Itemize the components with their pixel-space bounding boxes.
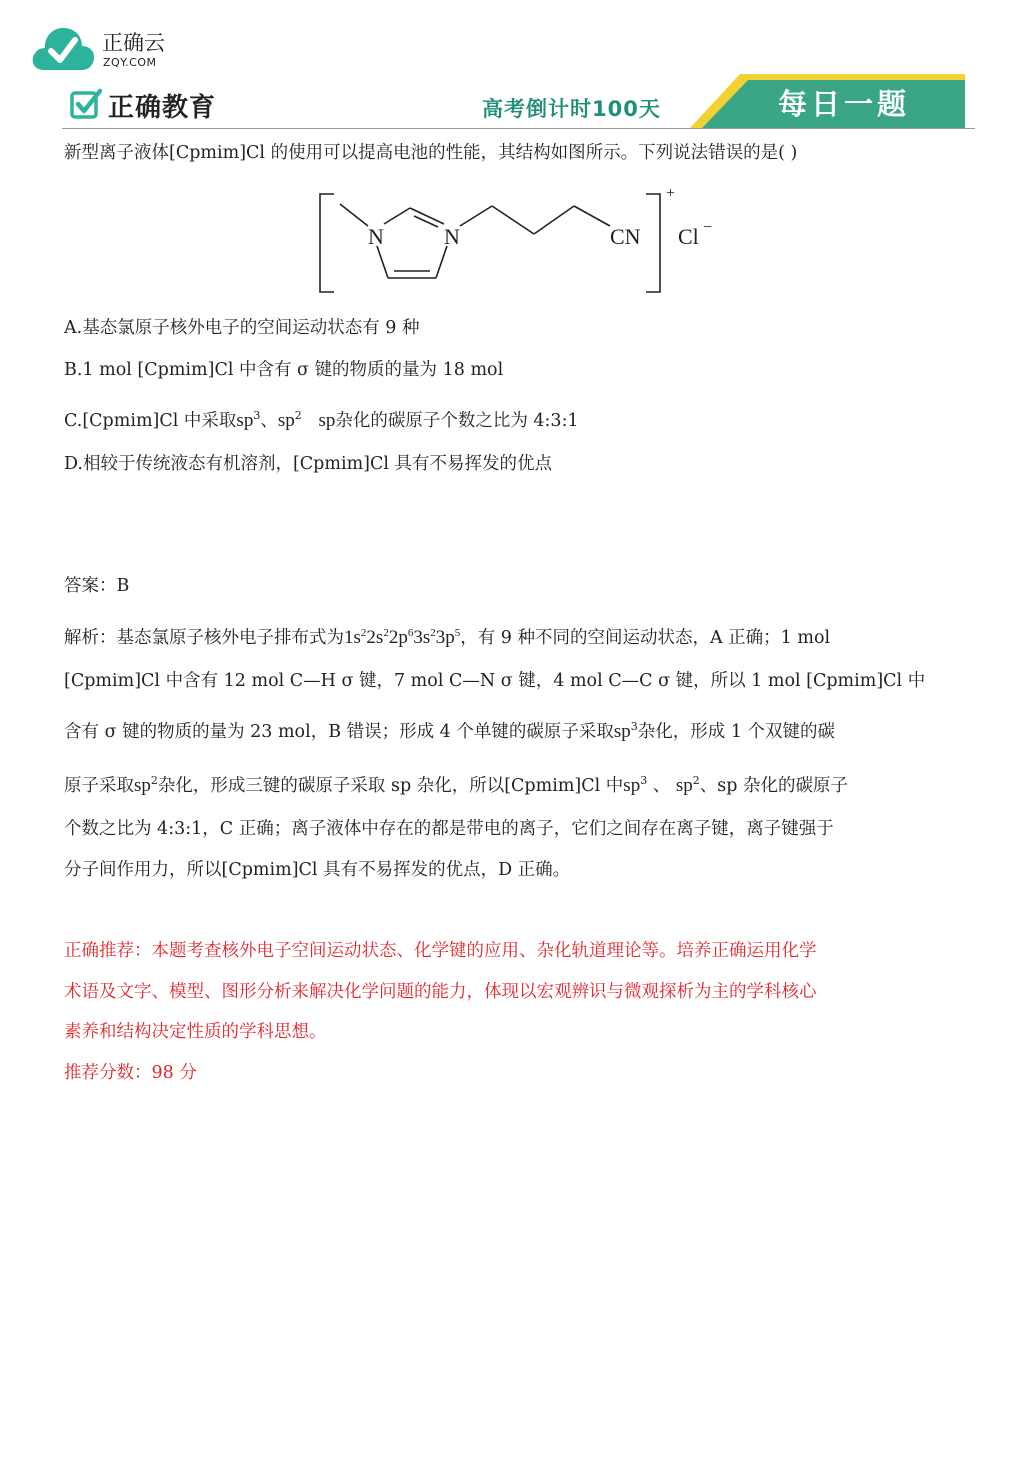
cloud-check-logo-icon — [30, 22, 96, 72]
recommend-score: 推荐分数：98 分 — [64, 1063, 197, 1083]
analysis-line-3: 含有 σ 键的物质的量为 23 mol，B 错误；形成 4 个单键的碳原子采取$sp^3$杂化，形成 1 个双键的碳 — [64, 720, 836, 742]
option-b: B.1 mol [Cpmim]Cl 中含有 σ 键的物质的量为 18 mol — [64, 360, 504, 380]
brand-name-en: ZQY.COM — [103, 56, 157, 69]
option-d: D.相较于传统液态有机溶剂，[Cpmim]Cl 具有不易挥发的优点 — [64, 454, 553, 474]
electron-config: $1s^22s^22p^63s^23p^5$ — [344, 627, 461, 648]
answer-label: 答案：B — [64, 576, 130, 596]
anion-cl: Cl — [678, 224, 699, 249]
recommend-line-2: 术语及文字、模型、图形分析来解决化学问题的能力，体现以宏观辨识与微观探析为主的学科核心 — [64, 982, 817, 1002]
analysis-line-2: [Cpmim]Cl 中含有 12 mol C—H σ 键，7 mol C—N σ 键，4 mol C—C σ 键，所以 1 mol [Cpmim]Cl 中 — [64, 671, 926, 691]
brand-name-cn: 正确云 — [102, 31, 165, 55]
analysis-line-4: 原子采取$sp^2$杂化，形成三键的碳原子采取 sp 杂化，所以[Cpmim]Cl 中$sp^3$ 、 $sp^2$、sp 杂化的碳原子 — [64, 774, 849, 796]
atom-n2: N — [444, 224, 460, 249]
analysis-line-1: 解析：基态氯原子核外电子排布式为$1s^22s^22p^63s^23p^5$，有 9 种不同的空间运动状态，A 正确；1 mol — [64, 627, 831, 648]
analysis-line-5: 个数之比为 4:3:1，C 正确；离子液体中存在的都是带电的离子，它们之间存在离子键，离子键强于 — [64, 819, 834, 839]
cation-charge: + — [666, 185, 676, 202]
countdown-text: 高考倒计时100天 — [482, 97, 661, 121]
edu-title: 正确教育 — [108, 93, 217, 123]
question-stem: 新型离子液体[Cpmim]Cl 的使用可以提高电池的性能，其结构如图所示。下列说法错误的是( ) — [64, 143, 798, 163]
atom-n1: N — [368, 224, 384, 249]
banner-title: 每日一题 — [778, 87, 911, 121]
recommend-line-3: 素养和结构决定性质的学科思想。 — [64, 1022, 327, 1042]
option-a: A.基态氯原子核外电子的空间运动状态有 9 种 — [64, 318, 420, 338]
header — [0, 0, 1034, 132]
analysis-line-6: 分子间作用力，所以[Cpmim]Cl 具有不易挥发的优点，D 正确。 — [64, 860, 571, 880]
molecule-structure — [310, 182, 730, 302]
option-c: C.[Cpmim]Cl 中采取$sp^3$、$sp^2$ sp杂化的碳原子个数之比为 4:3:1 — [64, 409, 579, 431]
anion-charge: − — [703, 219, 713, 236]
check-box-icon — [70, 88, 102, 120]
group-cn: CN — [610, 224, 641, 249]
header-divider — [62, 128, 975, 129]
recommend-line-1: 正确推荐：本题考查核外电子空间运动状态、化学键的应用、杂化轨道理论等。培养正确运用化学 — [64, 941, 817, 961]
